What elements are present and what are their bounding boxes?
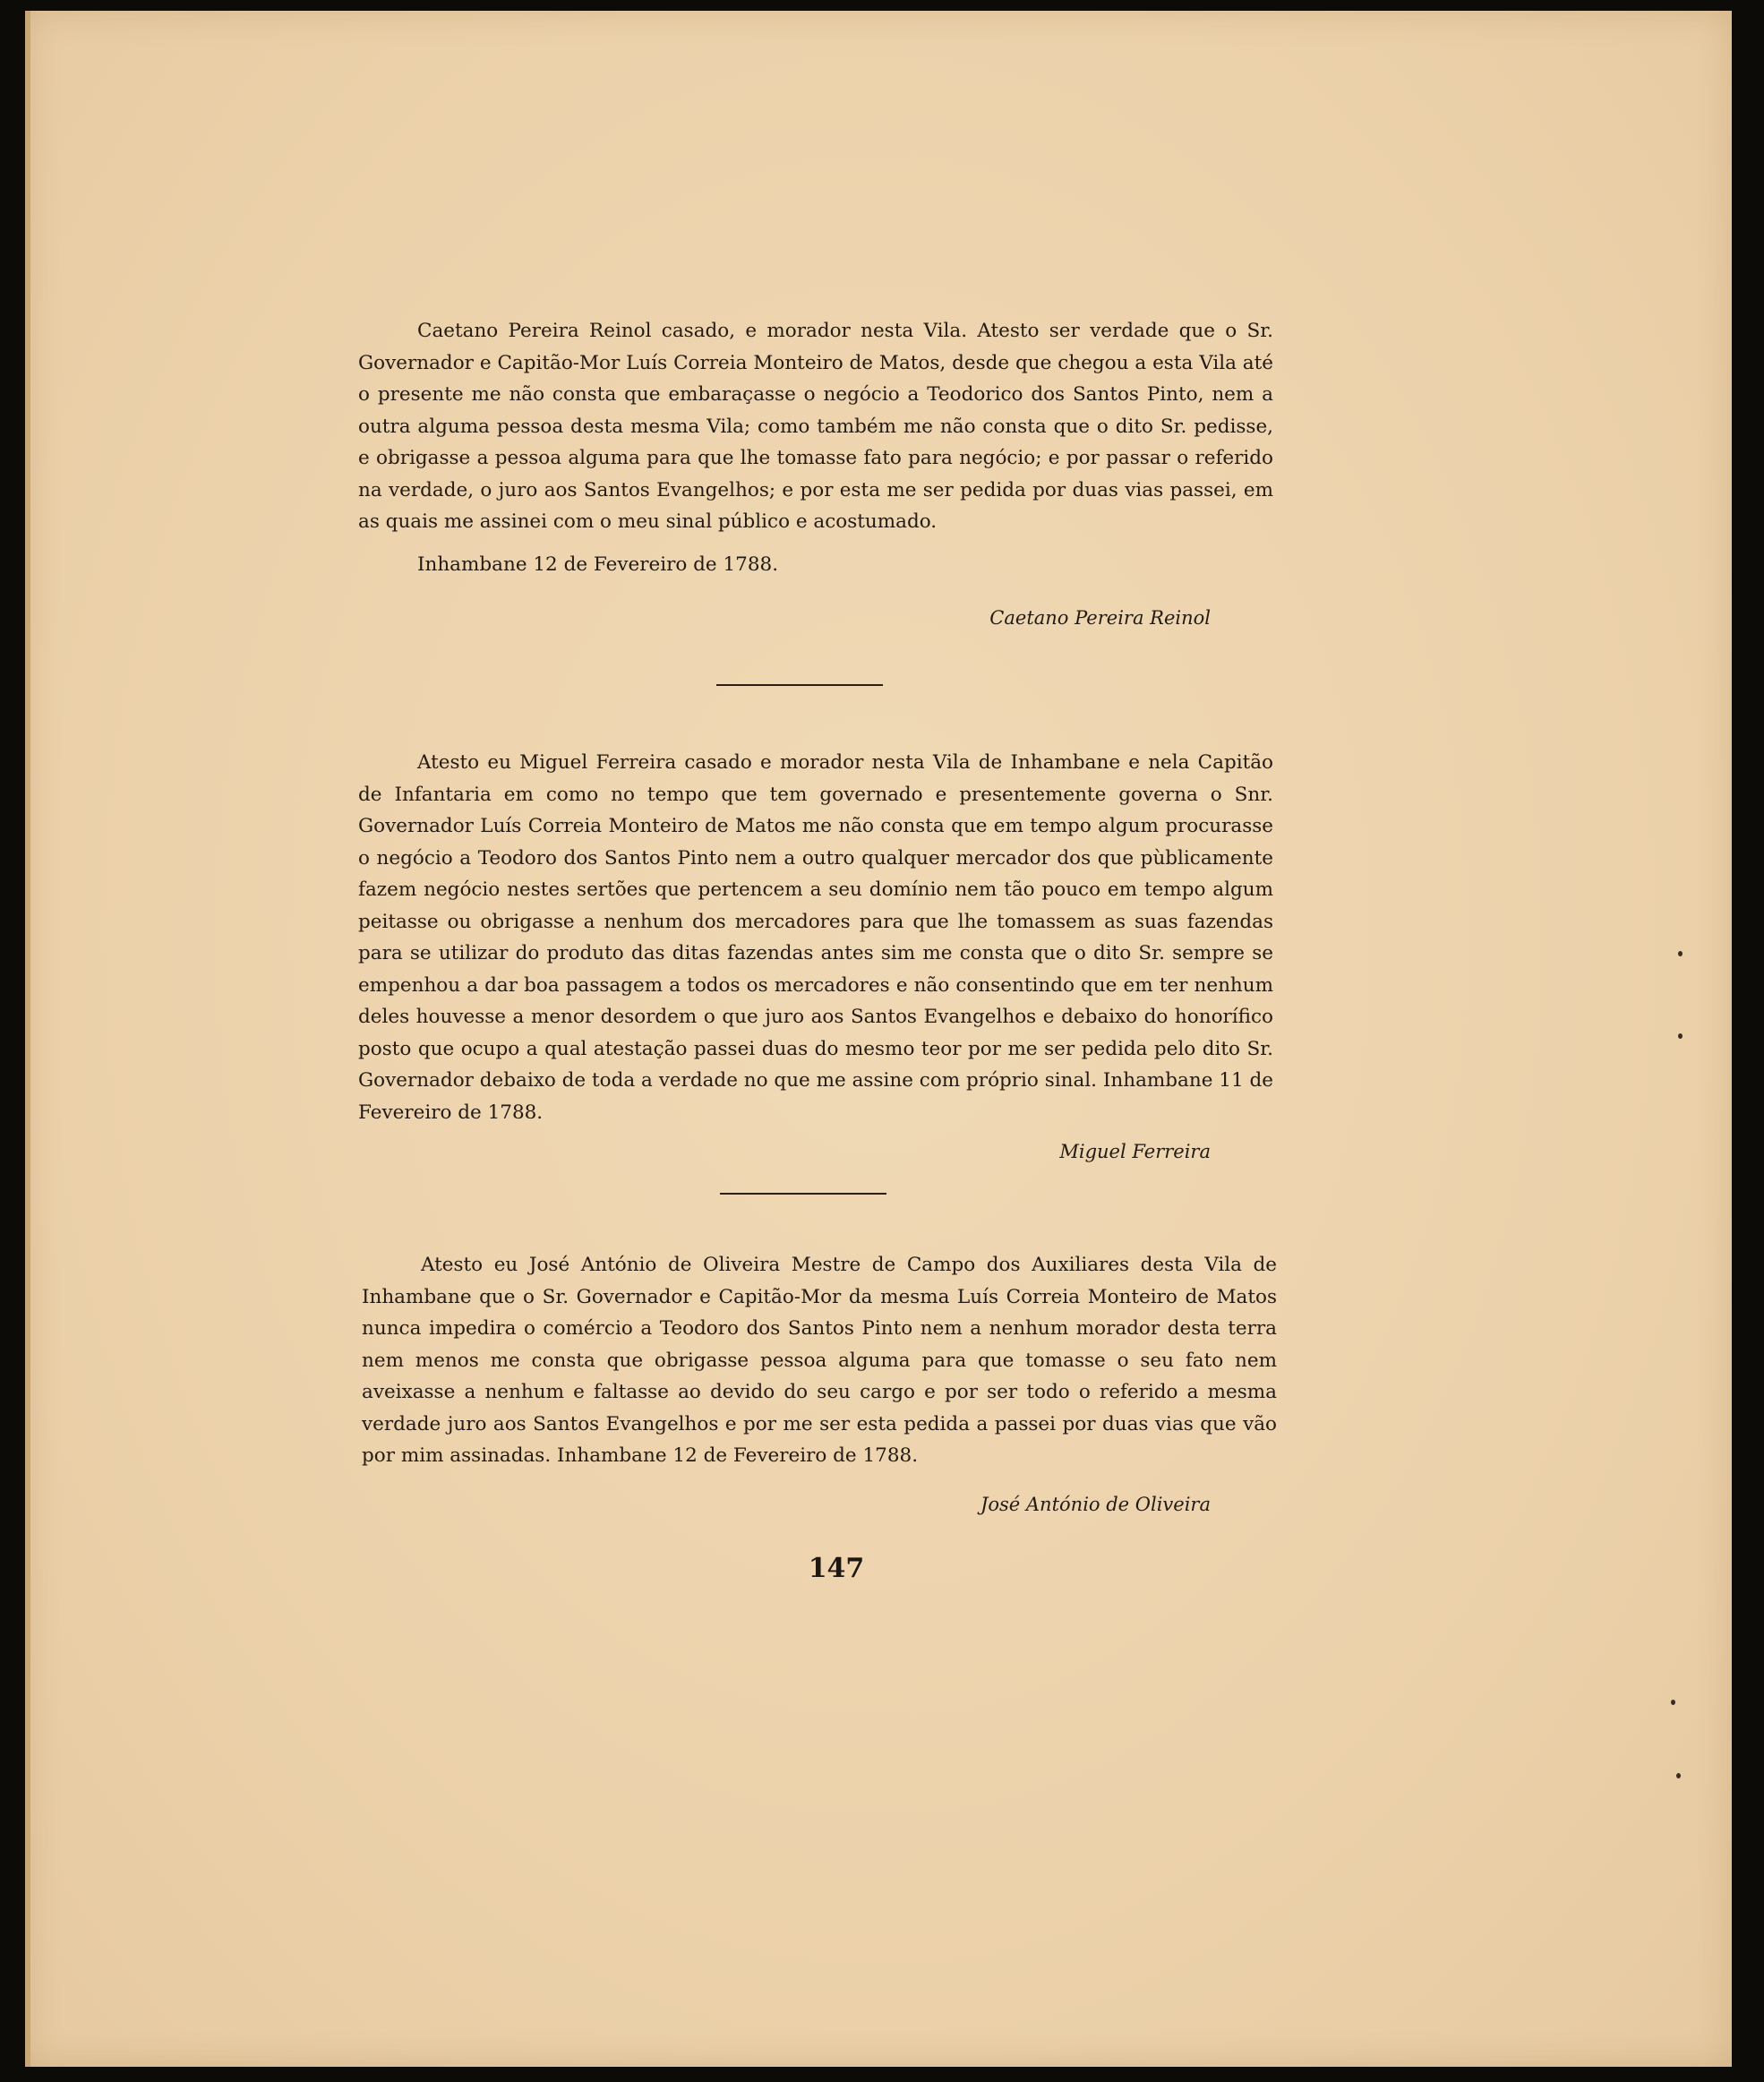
page-edge bbox=[25, 11, 30, 2067]
signature-oliveira: José António de Oliveira bbox=[980, 1494, 1211, 1515]
paper-speck bbox=[1678, 951, 1683, 956]
signature-ferreira: Miguel Ferreira bbox=[1059, 1141, 1211, 1162]
signature-reinol: Caetano Pereira Reinol bbox=[989, 607, 1211, 629]
page-number: 147 bbox=[808, 1553, 865, 1584]
paper-speck bbox=[1671, 1700, 1675, 1705]
paper-speck bbox=[1678, 1033, 1683, 1039]
section-divider bbox=[720, 1193, 886, 1195]
paper-speck bbox=[1676, 1773, 1681, 1778]
attestation-reinol bbox=[358, 315, 1273, 580]
attestation-ferreira bbox=[358, 747, 1273, 1128]
section-divider bbox=[716, 684, 883, 686]
attestation-text: Caetano Pereira Reinol casado, e morador nesta Vila. Atesto ser verdade que o Sr. Governador e Capitão-Mor Luís Correia Monteiro de Matos, desde que chegou a esta Vila até o presente me não consta que embaraçasse o negócio a Teodorico dos Santos Pinto, nem a outra alguma pessoa desta mesma Vila; como também me não consta que o dito Sr. pedisse, e obrigasse a pessoa alguma para que lhe tomasse fato para negócio; e por passar o referido na verdade, o juro aos Santos Evangelhos; e por esta me ser pedida por duas vias passei, em as quais me assinei com o meu sinal público e acostumado. bbox=[358, 320, 1273, 533]
attestation-text: Atesto eu Miguel Ferreira casado e morador nesta Vila de Inhambane e nela Capitão de Infantaria em como no tempo que tem governado e presentemente governa o Snr. Governador Luís Correia Monteiro de Matos me não consta que em tempo algum procurasse o negócio a Teodoro dos Santos Pinto nem a outro qualquer mercador dos que pùblicamente fazem negócio nestes sertões que pertencem a seu domínio nem tão pouco em tempo algum peitasse ou obrigasse a nenhum dos mercadores para que lhe tomassem as suas fazendas para se utilizar do produto das ditas fazendas antes sim me consta que o dito Sr. sempre se empenhou a dar boa passagem a todos os mercadores e não consentindo que em ter nenhum deles houvesse a menor desordem o que juro aos Santos Evangelhos e debaixo do honorífico posto que ocupo a qual atestação passei duas do mesmo teor por me ser pedida pelo dito Sr. Governador debaixo de toda a verdade no que me assine com próprio sinal. Inhambane 11 de Fevereiro de 1788. bbox=[358, 751, 1273, 1124]
attestation-text: Atesto eu José António de Oliveira Mestre de Campo dos Auxiliares desta Vila de Inhambane que o Sr. Governador e Capitão-Mor da mesma Luís Correia Monteiro de Matos nunca impedira o comércio a Teodoro dos Santos Pinto nem a nenhum morador desta terra nem menos me consta que obrigasse pessoa alguma para que tomasse o seu fato nem aveixasse a nenhum e faltasse ao devido do seu cargo e por ser todo o referido a mesma verdade juro aos Santos Evangelhos e por me ser esta pedida a passei por duas vias que vão por mim assinadas. Inhambane 12 de Fevereiro de 1788. bbox=[362, 1254, 1277, 1467]
attestation-oliveira bbox=[362, 1249, 1277, 1472]
scanned-page bbox=[25, 11, 1732, 2067]
dateline: Inhambane 12 de Fevereiro de 1788. bbox=[417, 553, 779, 576]
